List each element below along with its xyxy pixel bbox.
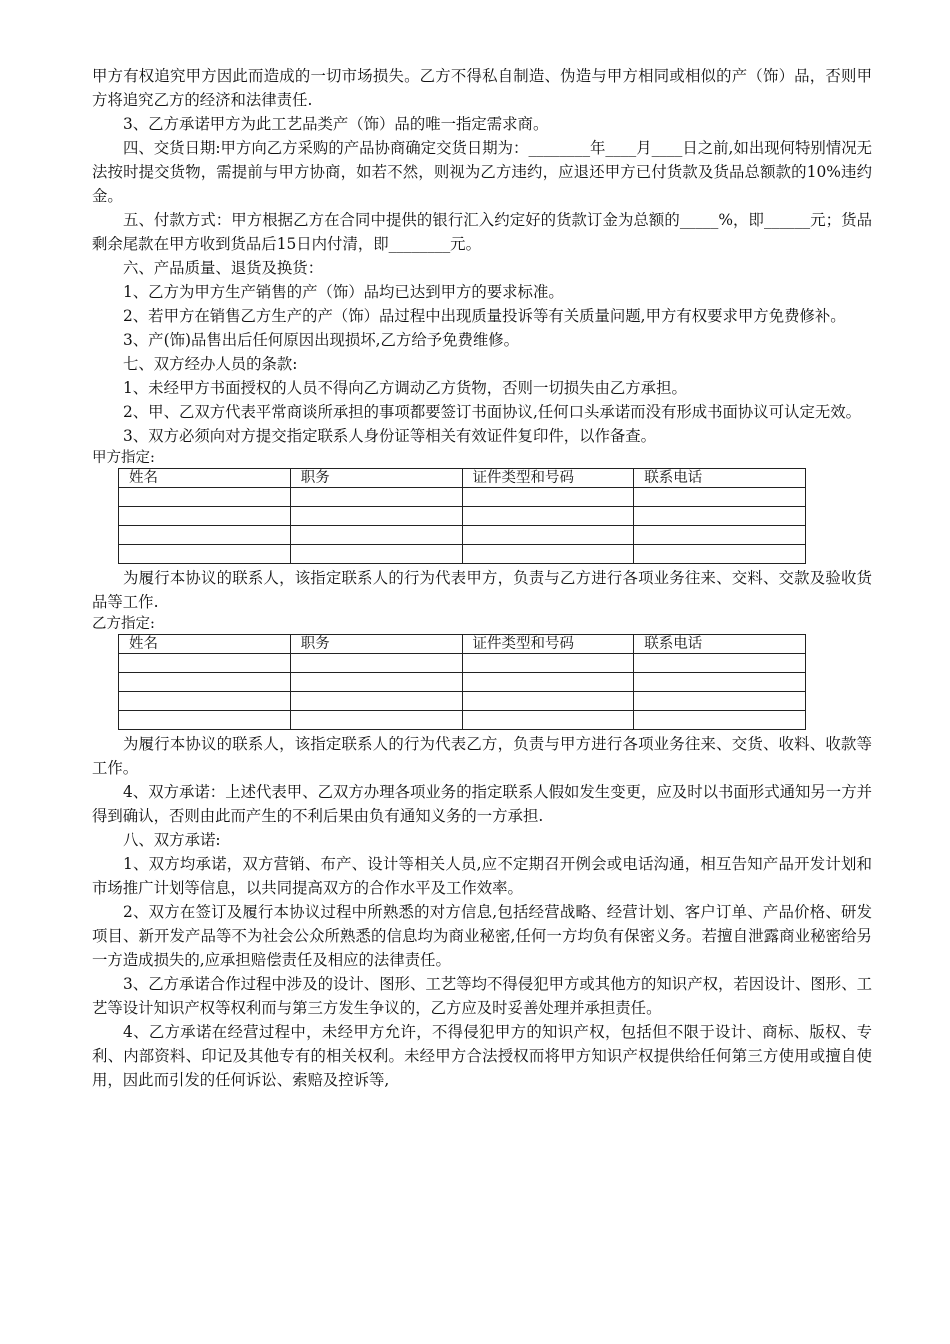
table-cell (634, 526, 806, 545)
contract-page (92, 64, 872, 1092)
table-cell (290, 673, 462, 692)
table-header-cell: 联系电话 (634, 469, 806, 488)
paragraph: 3、乙方承诺合作过程中涉及的设计、图形、工艺等均不得侵犯甲方或其他方的知识产权，若因设计、图形、工艺等设计知识产权等权利而与第三方发生争议的，乙方应及时妥善处理并承担责任。 (92, 975, 872, 1017)
paragraph: 甲方有权追究甲方因此而造成的一切市场损失。乙方不得私自制造、伪造与甲方相同或相似的产（饰）品，否则甲方将追究乙方的经济和法律责任. (92, 67, 872, 109)
table-row (119, 711, 806, 730)
paragraph: 4、乙方承诺在经营过程中，未经甲方允许，不得侵犯甲方的知识产权，包括但不限于设计、商标、版权、专利、内部资料、印记及其他专有的相关权利。未经甲方合法授权而将甲方知识产权提供给任何第三方使用或擅自使用，因此而引发的任何诉讼、索赔及控诉等, (92, 1023, 872, 1089)
paragraph: 3、乙方承诺甲方为此工艺品类产（饰）品的唯一指定需求商。 (123, 115, 549, 133)
table-cell (290, 654, 462, 673)
table-cell (119, 654, 291, 673)
paragraph: 1、双方均承诺，双方营销、布产、设计等相关人员,应不定期召开例会或电话沟通，相互告知产品开发计划和市场推广计划等信息，以共同提高双方的合作水平及工作效率。 (92, 855, 872, 897)
party-b-label: 乙方指定: (92, 616, 155, 632)
table-cell (290, 488, 462, 507)
table-cell (634, 545, 806, 564)
section-heading-mutual-commitments: 八、双方承诺: (123, 831, 221, 849)
section-heading-contacts: 七、双方经办人员的条款: (123, 355, 298, 373)
table-row (119, 545, 806, 564)
table-header-cell: 联系电话 (634, 635, 806, 654)
table-row (119, 692, 806, 711)
party-a-note: 为履行本协议的联系人，该指定联系人的行为代表甲方，负责与乙方进行各项业务往来、交料、交款及验收货品等工作. (92, 569, 872, 611)
table-cell (462, 526, 634, 545)
paragraph: 3、双方必须向对方提交指定联系人身份证等相关有效证件复印件，以作备查。 (123, 427, 657, 445)
table-cell (462, 692, 634, 711)
table-cell (119, 488, 291, 507)
table-cell (119, 545, 291, 564)
table-cell (634, 507, 806, 526)
paragraph: 2、若甲方在销售乙方生产的产（饰）品过程中出现质量投诉等有关质量问题,甲方有权要求甲方免费修补。 (123, 307, 846, 325)
table-cell (634, 711, 806, 730)
section-heading-quality: 六、产品质量、退货及换货： (123, 259, 324, 277)
table-cell (290, 545, 462, 564)
table-header-cell: 证件类型和号码 (462, 469, 634, 488)
paragraph: 1、乙方为甲方生产销售的产（饰）品均已达到甲方的要求标准。 (123, 283, 564, 301)
table-header-row (119, 469, 806, 488)
table-cell (290, 711, 462, 730)
table-cell (119, 507, 291, 526)
table-cell (119, 526, 291, 545)
table-cell (462, 654, 634, 673)
table-cell (634, 488, 806, 507)
table-cell (462, 711, 634, 730)
table-cell (634, 654, 806, 673)
table-header-row (119, 635, 806, 654)
table-header-cell: 证件类型和号码 (462, 635, 634, 654)
table-row (119, 507, 806, 526)
paragraph: 2、甲、乙双方代表平常商谈所承担的事项都要签订书面协议,任何口头承诺而没有形成书面协议可认定无效。 (123, 403, 862, 421)
paragraph: 4、双方承诺：上述代表甲、乙双方办理各项业务的指定联系人假如发生变更，应及时以书面形式通知另一方并得到确认，否则由此而产生的不利后果由负有通知义务的一方承担. (92, 783, 872, 825)
table-row (119, 654, 806, 673)
table-cell (290, 526, 462, 545)
table-cell (290, 507, 462, 526)
paragraph: 3、产(饰)品售出后任何原因出现损坏,乙方给予免费维修。 (123, 331, 520, 349)
table-cell (462, 545, 634, 564)
table-row (119, 488, 806, 507)
table-cell (634, 692, 806, 711)
table-cell (119, 711, 291, 730)
party-a-label: 甲方指定: (92, 450, 155, 466)
table-cell (462, 488, 634, 507)
table-row (119, 673, 806, 692)
table-cell (290, 692, 462, 711)
party-b-note: 为履行本协议的联系人，该指定联系人的行为代表乙方，负责与甲方进行各项业务往来、交货、收料、收款等工作。 (92, 735, 872, 777)
party-a-contact-table (118, 468, 806, 564)
table-header-cell: 姓名 (119, 469, 291, 488)
party-b-contact-table (118, 634, 806, 730)
table-header-cell: 职务 (290, 469, 462, 488)
table-cell (462, 507, 634, 526)
table-cell (462, 673, 634, 692)
table-cell (119, 692, 291, 711)
table-header-cell: 职务 (290, 635, 462, 654)
section-heading-payment-method: 五、付款方式：甲方根据乙方在合同中提供的银行汇入约定好的货款订金为总额的_____%，即______元；货品剩余尾款在甲方收到货品后15日内付清，即________元。 (92, 211, 872, 253)
table-row (119, 526, 806, 545)
table-cell (119, 673, 291, 692)
paragraph: 1、未经甲方书面授权的人员不得向乙方调动乙方货物，否则一切损失由乙方承担。 (123, 379, 687, 397)
section-heading-delivery-date: 四、交货日期:甲方向乙方采购的产品协商确定交货日期为：________年____月____日之前,如出现何特别情况无法按时提交货物，需提前与甲方协商，如若不然，则视为乙方违约，应退还甲方已付货款及货品总额款的10%违约金。 (92, 139, 872, 205)
table-header-cell: 姓名 (119, 635, 291, 654)
paragraph: 2、双方在签订及履行本协议过程中所熟悉的对方信息,包括经营战略、经营计划、客户订单、产品价格、研发项目、新开发产品等不为社会公众所熟悉的信息均为商业秘密,任何一方均负有保密义务。若擅自泄露商业秘密给另一方造成损失的,应承担赔偿责任及相应的法律责任。 (92, 903, 872, 969)
table-cell (634, 673, 806, 692)
